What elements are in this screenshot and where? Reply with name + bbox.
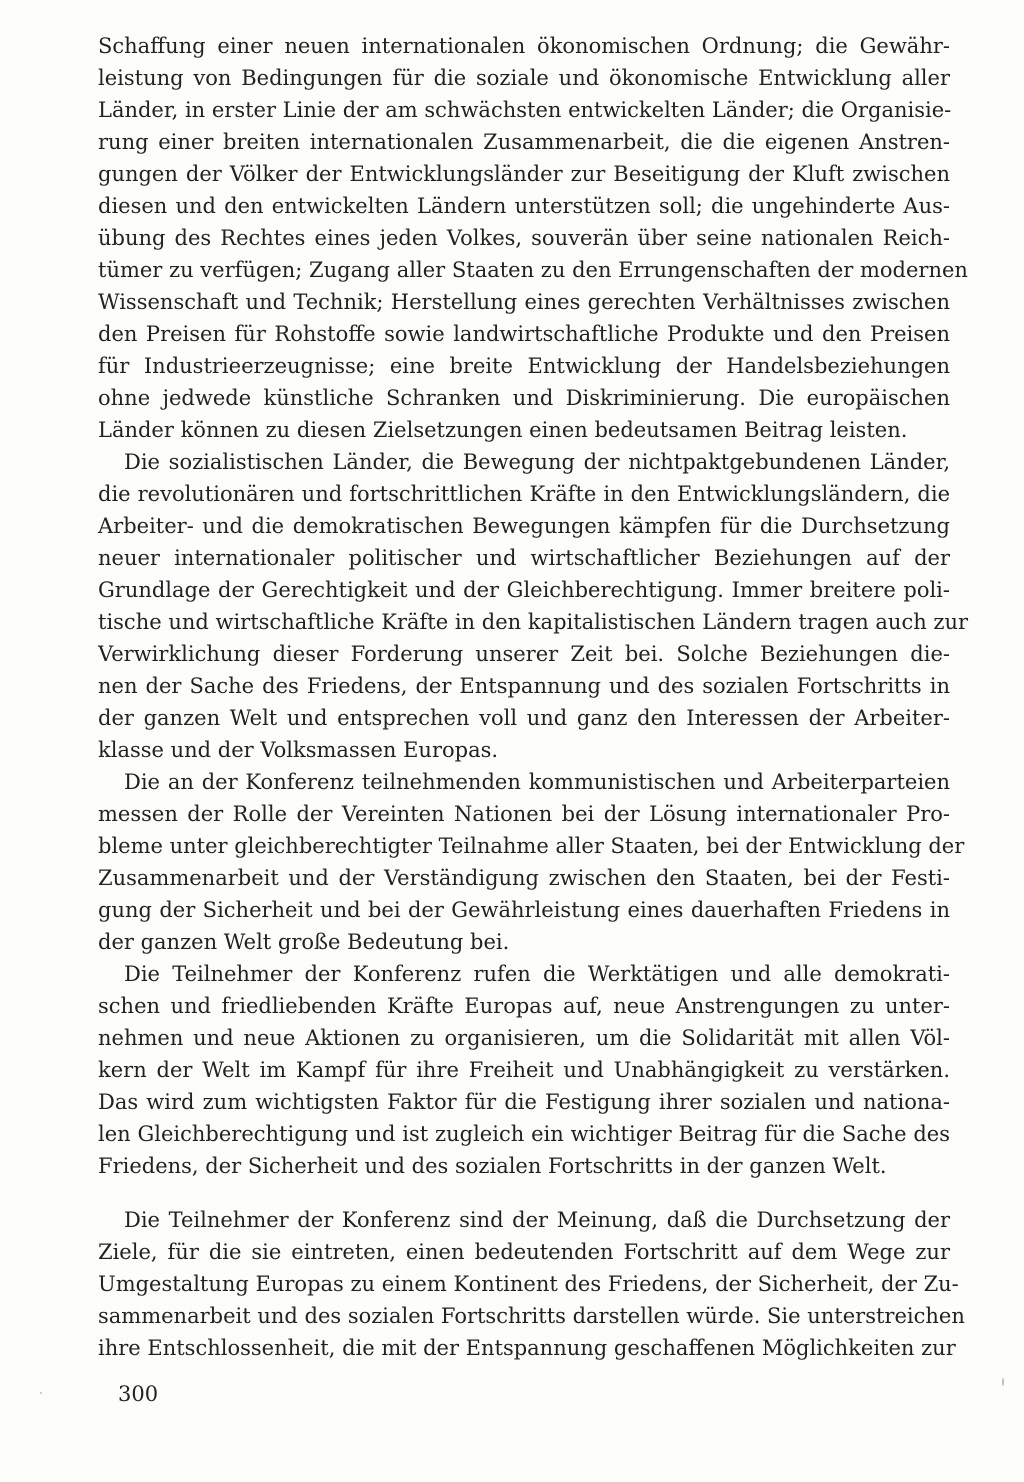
text-line: Friedens, der Sicherheit und des sozialen Fortschritts in der ganzen Welt. <box>98 1154 887 1178</box>
text-line: sammenarbeit und des sozialen Fortschritts darstellen würde. Sie unterstreichen <box>98 1304 965 1328</box>
text-line: die revolutionären und fortschrittlichen Kräfte in den Entwicklungsländern, die <box>98 482 950 506</box>
text-line: len Gleichberechtigung und ist zugleich ein wichtiger Beitrag für die Sache des <box>98 1122 950 1146</box>
scan-speck <box>40 1392 42 1394</box>
text-line: Die Teilnehmer der Konferenz sind der Meinung, daß die Durchsetzung der <box>124 1208 950 1232</box>
text-line: ohne jedwede künstliche Schranken und Diskriminierung. Die europäischen <box>98 386 950 410</box>
text-line: nen der Sache des Friedens, der Entspannung und des sozialen Fortschritts in <box>98 674 950 698</box>
text-line: Länder, in erster Linie der am schwächsten entwickelten Länder; die Organisie- <box>98 98 952 122</box>
scan-speck <box>1002 1378 1004 1386</box>
text-line: den Preisen für Rohstoffe sowie landwirtschaftliche Produkte und den Preisen <box>98 322 950 346</box>
text-line: Schaffung einer neuen internationalen ökonomischen Ordnung; die Gewähr- <box>98 34 950 58</box>
text-line: neuer internationaler politischer und wirtschaftlicher Beziehungen auf der <box>98 546 950 570</box>
text-line: Arbeiter- und die demokratischen Bewegungen kämpfen für die Durchsetzung <box>98 514 950 538</box>
text-line: gungen der Völker der Entwicklungsländer zur Beseitigung der Kluft zwischen <box>98 162 950 186</box>
text-line: Die sozialistischen Länder, die Bewegung der nichtpaktgebundenen Länder, <box>124 450 950 474</box>
text-line: übung des Rechtes eines jeden Volkes, souverän über seine nationalen Reich- <box>98 226 950 250</box>
text-line: rung einer breiten internationalen Zusammenarbeit, die die eigenen Anstren- <box>98 130 950 154</box>
text-line: der ganzen Welt große Bedeutung bei. <box>98 930 510 954</box>
text-line: Verwirklichung dieser Forderung unserer Zeit bei. Solche Beziehungen die- <box>98 642 950 666</box>
text-line: bleme unter gleichberechtigter Teilnahme aller Staaten, bei der Entwicklung der <box>98 834 965 858</box>
text-line: Zusammenarbeit und der Verständigung zwischen den Staaten, bei der Festi- <box>98 866 950 890</box>
text-line: Ziele, für die sie eintreten, einen bedeutenden Fortschritt auf dem Wege zur <box>98 1240 950 1264</box>
page-number: 300 <box>118 1382 159 1406</box>
text-line: diesen und den entwickelten Ländern unterstützen soll; die ungehinderte Aus- <box>98 194 950 218</box>
text-line: nehmen und neue Aktionen zu organisieren, um die Solidarität mit allen Völ- <box>98 1026 950 1050</box>
text-line: Die an der Konferenz teilnehmenden kommunistischen und Arbeiterparteien <box>124 770 950 794</box>
text-line: Die Teilnehmer der Konferenz rufen die Werktätigen und alle demokrati- <box>124 962 950 986</box>
text-line: klasse und der Volksmassen Europas. <box>98 738 499 762</box>
text-line: tische und wirtschaftliche Kräfte in den kapitalistischen Ländern tragen auch zur <box>98 610 969 634</box>
text-line: schen und friedliebenden Kräfte Europas auf, neue Anstrengungen zu unter- <box>98 994 950 1018</box>
text-line: Das wird zum wichtigsten Faktor für die Festigung ihrer sozialen und nationa- <box>98 1090 950 1114</box>
text-line: Umgestaltung Europas zu einem Kontinent des Friedens, der Sicherheit, der Zu- <box>98 1272 959 1296</box>
text-line: messen der Rolle der Vereinten Nationen bei der Lösung internationaler Pro- <box>98 802 950 826</box>
text-line: gung der Sicherheit und bei der Gewährleistung eines dauerhaften Friedens in <box>98 898 950 922</box>
text-line: Wissenschaft und Technik; Herstellung eines gerechten Verhältnisses zwischen <box>98 290 950 314</box>
text-line: kern der Welt im Kampf für ihre Freiheit und Unabhängigkeit zu verstärken. <box>98 1058 950 1082</box>
text-line: tümer zu verfügen; Zugang aller Staaten zu den Errungenschaften der modernen <box>98 258 968 282</box>
text-line: Länder können zu diesen Zielsetzungen einen bedeutsamen Beitrag leisten. <box>98 418 908 442</box>
text-line: Grundlage der Gerechtigkeit und der Gleichberechtigung. Immer breitere poli- <box>98 578 950 602</box>
text-line: für Industrieerzeugnisse; eine breite Entwicklung der Handelsbeziehungen <box>98 354 950 378</box>
text-line: leistung von Bedingungen für die soziale und ökonomische Entwicklung aller <box>98 66 950 90</box>
text-line: ihre Entschlossenheit, die mit der Entspannung geschaffenen Möglichkeiten zur <box>98 1336 956 1360</box>
text-line: der ganzen Welt und entsprechen voll und ganz den Interessen der Arbeiter- <box>98 706 950 730</box>
